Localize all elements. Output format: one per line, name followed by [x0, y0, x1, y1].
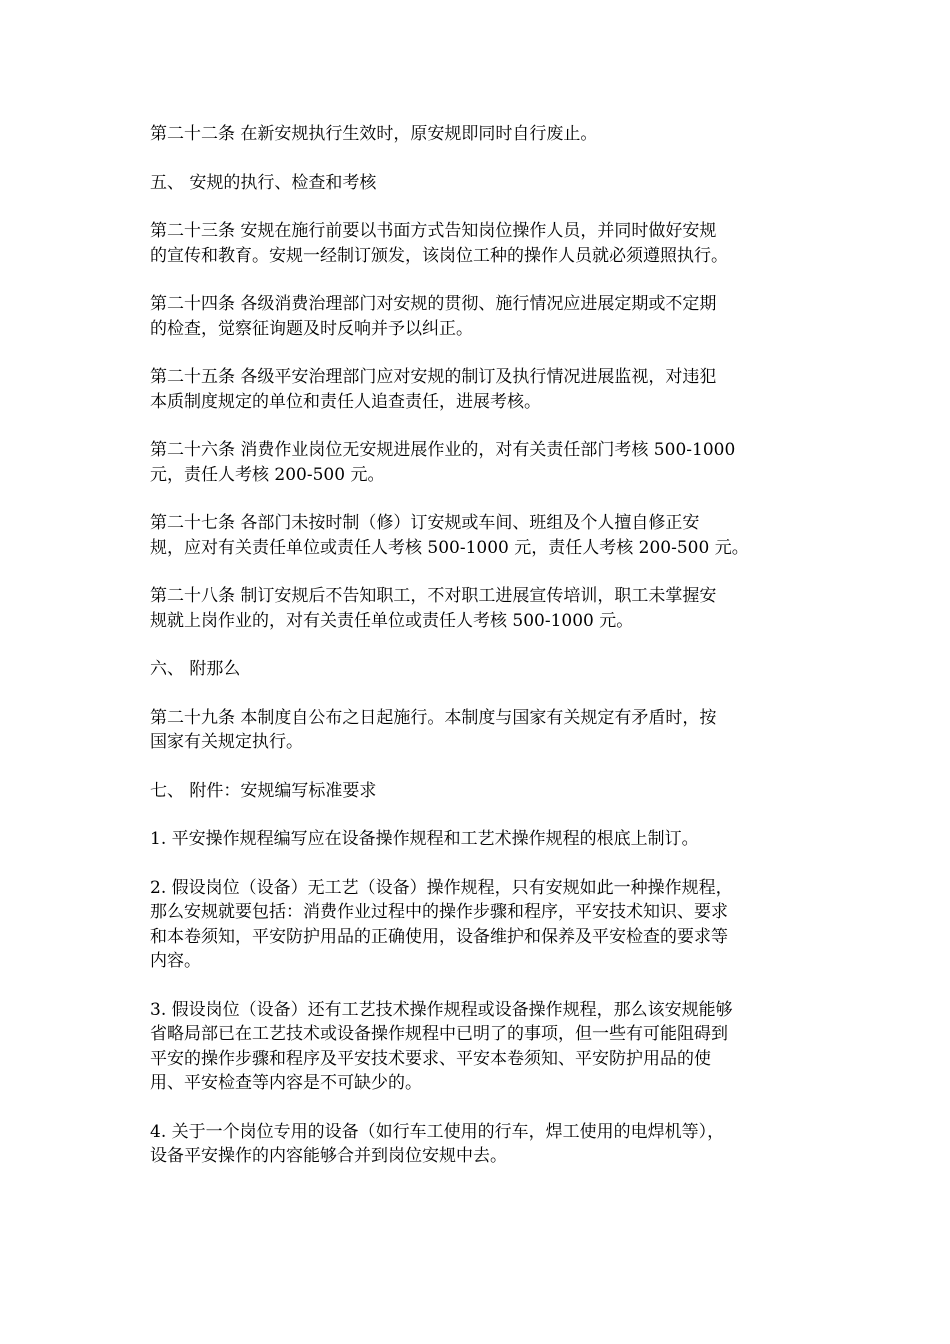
text-line: 1. 平安操作规程编写应在设备操作规程和工艺术操作规程的根底上制订。: [150, 829, 699, 849]
text-line: 元，责任人考核 200-500 元。: [150, 464, 385, 485]
document-body: [150, 122, 810, 1193]
paragraph: [150, 876, 810, 974]
paragraph: [150, 584, 810, 633]
paragraph: [150, 365, 810, 414]
text-line: 用、平安检查等内容是不可缺少的。: [150, 1073, 422, 1093]
section-heading: [150, 779, 810, 804]
text-line: 内容。: [150, 951, 201, 971]
text-line: 那么安规就要包括：消费作业过程中的操作步骤和程序，平安技术知识、要求: [150, 902, 728, 922]
paragraph: [150, 438, 810, 487]
text-line: 设备平安操作的内容能够合并到岗位安规中去。: [150, 1146, 507, 1166]
text-line: 七、 附件：安规编写标准要求: [150, 780, 377, 801]
text-line: 第二十五条 各级平安治理部门应对安规的制订及执行情况进展监视，对违犯: [150, 367, 717, 387]
text-line: 第二十四条 各级消费治理部门对安规的贯彻、施行情况应进展定期或不定期: [150, 294, 717, 314]
text-line: 国家有关规定执行。: [150, 732, 303, 752]
text-line: 平安的操作步骤和程序及平安技术要求、平安本卷须知、平安防护用品的使: [150, 1048, 711, 1069]
paragraph: [150, 292, 810, 341]
paragraph: [150, 827, 810, 852]
text-line: 的检查，觉察征询题及时反响并予以纠正。: [150, 318, 473, 339]
paragraph: [150, 122, 810, 147]
text-line: 省略局部已在工艺技术或设备操作规程中已明了的事项，但一些有可能阻碍到: [150, 1024, 728, 1044]
paragraph: [150, 998, 810, 1096]
text-line: 第二十九条 本制度自公布之日起施行。本制度与国家有关规定有矛盾时，按: [150, 707, 717, 728]
text-line: 规就上岗作业的，对有关责任单位或责任人考核 500-1000 元。: [150, 610, 634, 631]
paragraph: [150, 511, 810, 560]
text-line: 第二十六条 消费作业岗位无安规进展作业的，对有关责任部门考核 500-1000: [150, 440, 736, 460]
text-line: 3. 假设岗位（设备）还有工艺技术操作规程或设备操作规程，那么该安规能够: [150, 999, 733, 1020]
text-line: 2. 假设岗位（设备）无工艺（设备）操作规程，只有安规如此一种操作规程，: [150, 877, 733, 898]
text-line: 4. 关于一个岗位专用的设备（如行车工使用的行车，焊工使用的电焊机等），: [150, 1121, 725, 1142]
text-line: 第二十二条 在新安规执行生效时，原安规即同时自行废止。: [150, 124, 598, 144]
section-heading: [150, 657, 810, 682]
section-heading: [150, 171, 810, 196]
text-line: 本质制度规定的单位和责任人追查责任，进展考核。: [150, 391, 541, 412]
text-line: 五、 安规的执行、检查和考核: [150, 172, 377, 193]
text-line: 的宣传和教育。安规一经制订颁发，该岗位工种的操作人员就必须遵照执行。: [150, 245, 728, 266]
paragraph: [150, 1120, 810, 1169]
text-line: 和本卷须知，平安防护用品的正确使用，设备维护和保养及平安检查的要求等: [150, 926, 728, 947]
text-line: 六、 附那么: [150, 659, 241, 679]
paragraph: [150, 219, 810, 268]
paragraph: [150, 706, 810, 755]
text-line: 第二十八条 制订安规后不告知职工，不对职工进展宣传培训，职工未掌握安: [150, 586, 717, 606]
text-line: 规，应对有关责任单位或责任人考核 500-1000 元，责任人考核 200-500 元。: [150, 537, 749, 558]
text-line: 第二十三条 安规在施行前要以书面方式告知岗位操作人员，并同时做好安规: [150, 221, 717, 241]
text-line: 第二十七条 各部门未按时制（修）订安规或车间、班组及个人擅自修正安: [150, 513, 700, 533]
